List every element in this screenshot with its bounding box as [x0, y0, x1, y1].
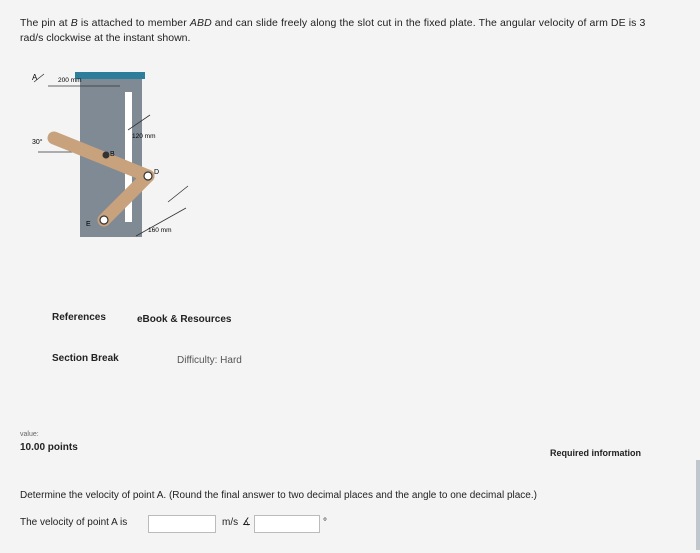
angle-30: 30°	[32, 139, 43, 146]
instruction-text: Determine the velocity of point A. (Round the final answer to two decimal places and the angle to one decimal place.)	[20, 490, 537, 501]
answer-row	[20, 515, 700, 535]
pin-d	[144, 172, 152, 180]
references-link[interactable]: References	[52, 312, 106, 323]
mechanism-figure	[20, 60, 220, 260]
label-d: D	[154, 169, 160, 176]
pin-e	[100, 216, 108, 224]
label-e: E	[86, 221, 91, 228]
member-label: ABD	[189, 17, 212, 29]
difficulty-label: Difficulty: Hard	[177, 355, 242, 366]
value-label: value:	[20, 431, 39, 438]
pin-label: B	[70, 17, 78, 29]
required-information-label: Required information	[550, 448, 642, 458]
section-break-label: Section Break	[52, 353, 119, 364]
dimension-120: 120 mm	[132, 133, 156, 140]
answer-label: The velocity of point A is	[20, 517, 128, 528]
ebook-resources-link[interactable]: eBook & Resources	[137, 314, 232, 325]
speed-unit-label: m/s	[222, 517, 239, 528]
label-b: B	[110, 151, 115, 158]
pin-b	[103, 152, 110, 159]
degree-unit-label: °	[323, 517, 327, 528]
question-text-line2: rad/s clockwise at the instant shown.	[20, 32, 191, 44]
wall-mount	[75, 72, 145, 79]
points-value: 10.00 points	[20, 442, 78, 453]
label-a: A	[32, 73, 38, 82]
dimension-200: 200 mm	[58, 77, 82, 84]
angle-input[interactable]	[254, 515, 320, 533]
dimension-160: 160 mm	[148, 227, 172, 234]
dimension-line-160	[168, 186, 188, 202]
scrollbar-edge[interactable]	[696, 460, 700, 550]
question-text-line1: The pin at B is attached to member ABD and can slide freely along the slot cut in the fixed plate. The angular velocity of arm DE is 3	[20, 17, 646, 29]
velocity-input[interactable]	[148, 515, 216, 533]
angle-direction-icon: ∡	[242, 517, 251, 528]
